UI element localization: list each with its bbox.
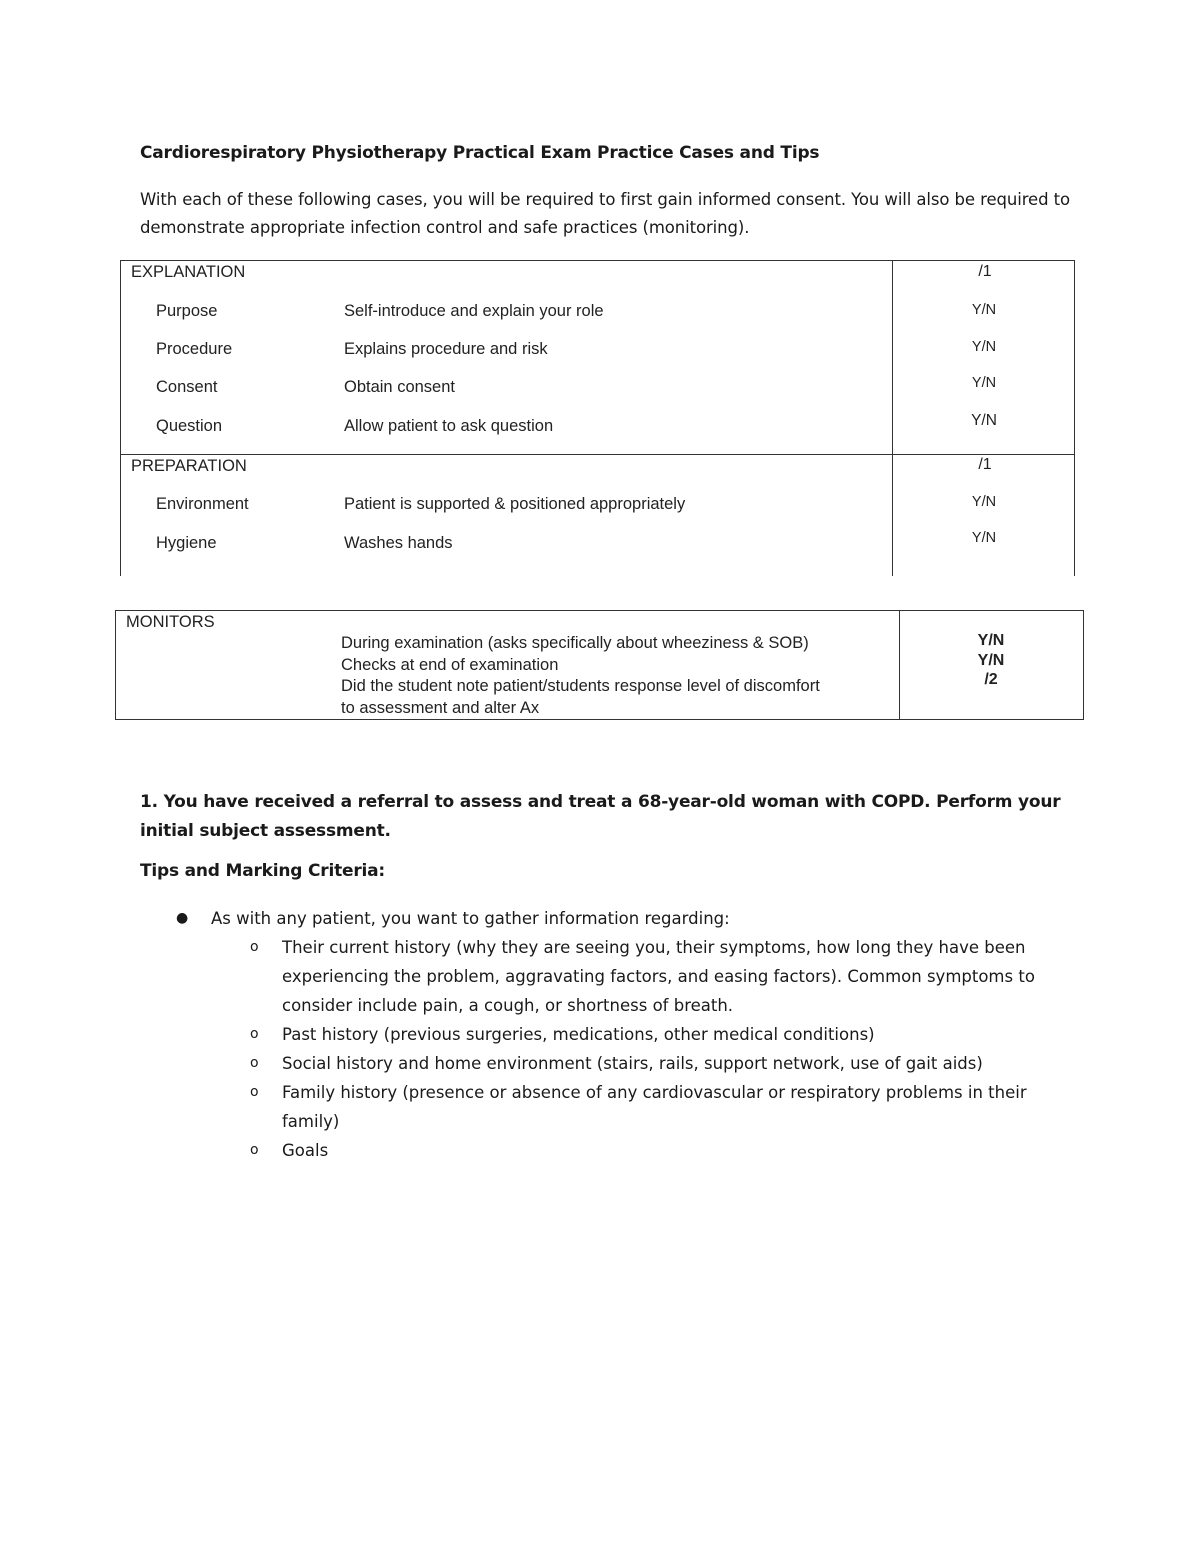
row-mark: Y/N xyxy=(971,530,997,546)
row-mark: Y/N xyxy=(971,494,997,510)
score-mark: Y/N xyxy=(977,651,1005,669)
row-criteria: Obtain consent xyxy=(344,378,455,396)
list-item xyxy=(140,1136,1080,1165)
monitors-criteria xyxy=(341,633,820,719)
table-row xyxy=(121,417,891,443)
row-criteria: Patient is supported & positioned appropriately xyxy=(344,495,686,513)
table-row xyxy=(121,495,891,521)
preparation-score: /1 xyxy=(978,456,992,473)
row-item: Procedure xyxy=(156,340,233,358)
row-criteria: Self-introduce and explain your role xyxy=(344,302,604,320)
list-item xyxy=(140,1049,1080,1078)
column-divider xyxy=(899,611,900,719)
row-mark: Y/N xyxy=(971,339,997,355)
row-criteria: Explains procedure and risk xyxy=(344,340,548,358)
list-item xyxy=(140,1078,1080,1136)
sub-item-text: Social history and home environment (stairs, rails, support network, use of gait aids) xyxy=(282,1054,983,1073)
row-criteria: Washes hands xyxy=(344,534,453,552)
row-item: Environment xyxy=(156,495,249,513)
table-row xyxy=(121,378,891,404)
list-item xyxy=(140,1020,1080,1049)
monitors-scores xyxy=(956,631,1026,690)
score-mark: Y/N xyxy=(977,632,1005,649)
section-divider xyxy=(121,454,1074,455)
case-question: 1. You have received a referral to assess and treat a 68-year-old woman with COPD. Perform your initial subject assessment. xyxy=(140,792,1061,841)
row-mark: Y/N xyxy=(971,375,997,391)
circle-bullet-icon: o xyxy=(250,939,259,955)
row-item: Consent xyxy=(156,378,218,396)
explanation-score: /1 xyxy=(978,263,992,280)
marking-table-monitors xyxy=(115,610,1084,720)
list-item xyxy=(140,904,1080,933)
circle-bullet-icon: o xyxy=(250,1142,259,1158)
row-item: Question xyxy=(156,417,223,435)
criteria-line: Did the student note patient/students response level of discomfort xyxy=(341,677,820,695)
explanation-heading: EXPLANATION xyxy=(131,263,246,281)
table-row xyxy=(121,534,891,560)
column-divider xyxy=(892,261,893,576)
row-mark: Y/N xyxy=(971,302,997,318)
table-row xyxy=(121,340,891,366)
criteria-line: During examination (asks specifically about wheeziness & SOB) xyxy=(341,634,809,652)
table-row xyxy=(121,302,891,328)
monitors-heading: MONITORS xyxy=(126,613,215,631)
sub-item-text: Their current history (why they are seeing you, their symptoms, how long they have been experiencing the problem, aggravating factors, and easing factors). Common symptoms to consider include pain, a cough, or shortness of breath. xyxy=(282,938,1035,1015)
row-criteria: Allow patient to ask question xyxy=(344,417,554,435)
preparation-heading: PREPARATION xyxy=(131,457,247,475)
score-total: /2 xyxy=(984,671,998,688)
row-item: Hygiene xyxy=(156,534,217,552)
document-title: Cardiorespiratory Physiotherapy Practical Exam Practice Cases and Tips xyxy=(140,143,820,163)
sub-item-text: Past history (previous surgeries, medications, other medical conditions) xyxy=(282,1025,875,1044)
bullet-text: As with any patient, you want to gather information regarding: xyxy=(211,909,730,928)
tips-heading: Tips and Marking Criteria: xyxy=(140,861,386,881)
sub-item-text: Goals xyxy=(282,1141,329,1160)
list-item xyxy=(140,933,1080,1020)
tips-list xyxy=(140,904,1080,1165)
circle-bullet-icon: o xyxy=(250,1055,259,1071)
criteria-line: to assessment and alter Ax xyxy=(341,698,540,717)
circle-bullet-icon: o xyxy=(250,1026,259,1042)
row-mark: Y/N xyxy=(971,412,997,429)
sub-item-text: Family history (presence or absence of any cardiovascular or respiratory problems in their family) xyxy=(282,1083,1027,1131)
circle-bullet-icon: o xyxy=(250,1084,259,1100)
row-item: Purpose xyxy=(156,302,218,320)
bullet-icon: ● xyxy=(176,910,189,926)
criteria-line: Checks at end of examination xyxy=(341,655,559,674)
intro-paragraph: With each of these following cases, you will be required to first gain informed consent. You will also be required to demonstrate appropriate infection control and safe practices (monitoring). xyxy=(140,190,1070,237)
marking-table-explanation-preparation xyxy=(120,260,1075,576)
